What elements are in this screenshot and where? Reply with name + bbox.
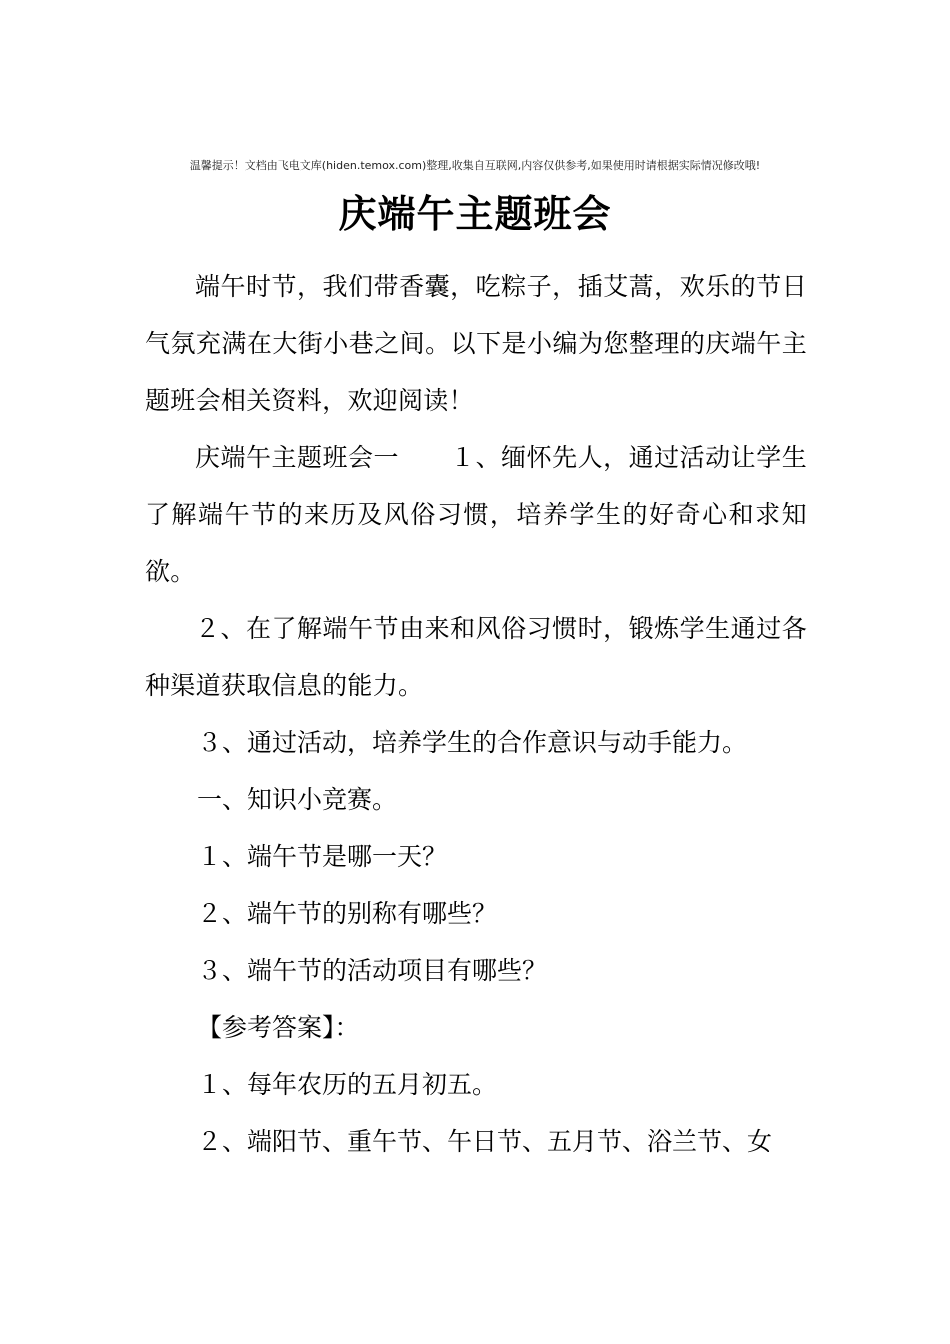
quiz-question-2: ２、端午节的别称有哪些？ (197, 899, 498, 928)
intro-paragraph: 端午时节，我们带香囊，吃粽子，插艾蒿，欢乐的节日气氛充满在大街小巷之间。以下是小编为您整理的庆端午主题班会相关资料，欢迎阅读！ (145, 272, 807, 415)
answer-2: ２、端阳节、重午节、午日节、五月节、浴兰节、女 (197, 1127, 773, 1156)
answer-1: １、每年农历的五月初五。 (197, 1070, 498, 1099)
section-heading-quiz: 一、知识小竞赛。 (197, 785, 398, 814)
goal-paragraph-3: ３、通过活动，培养学生的合作意识与动手能力。 (197, 728, 748, 757)
document-body (145, 258, 807, 1170)
goal-paragraph-2: ２、在了解端午节由来和风俗习惯时，锻炼学生通过各种渠道获取信息的能力。 (145, 614, 807, 700)
quiz-question-3: ３、端午节的活动项目有哪些？ (197, 956, 548, 985)
document-title: 庆端午主题班会 (338, 191, 612, 236)
goal-paragraph-1: 庆端午主题班会一 １、缅怀先人，通过活动让学生了解端午节的来历及风俗习惯，培养学生的好奇心和求知欲。 (145, 443, 807, 586)
answer-heading: 【参考答案】： (197, 1013, 360, 1042)
header-notice: 温馨提示！文档由飞电文库(hiden.temox.com)整理,收集自互联网,内容仅供参考,如果使用时请根据实际情况修改哦! (189, 159, 761, 172)
quiz-question-1: １、端午节是哪一天？ (197, 842, 448, 871)
